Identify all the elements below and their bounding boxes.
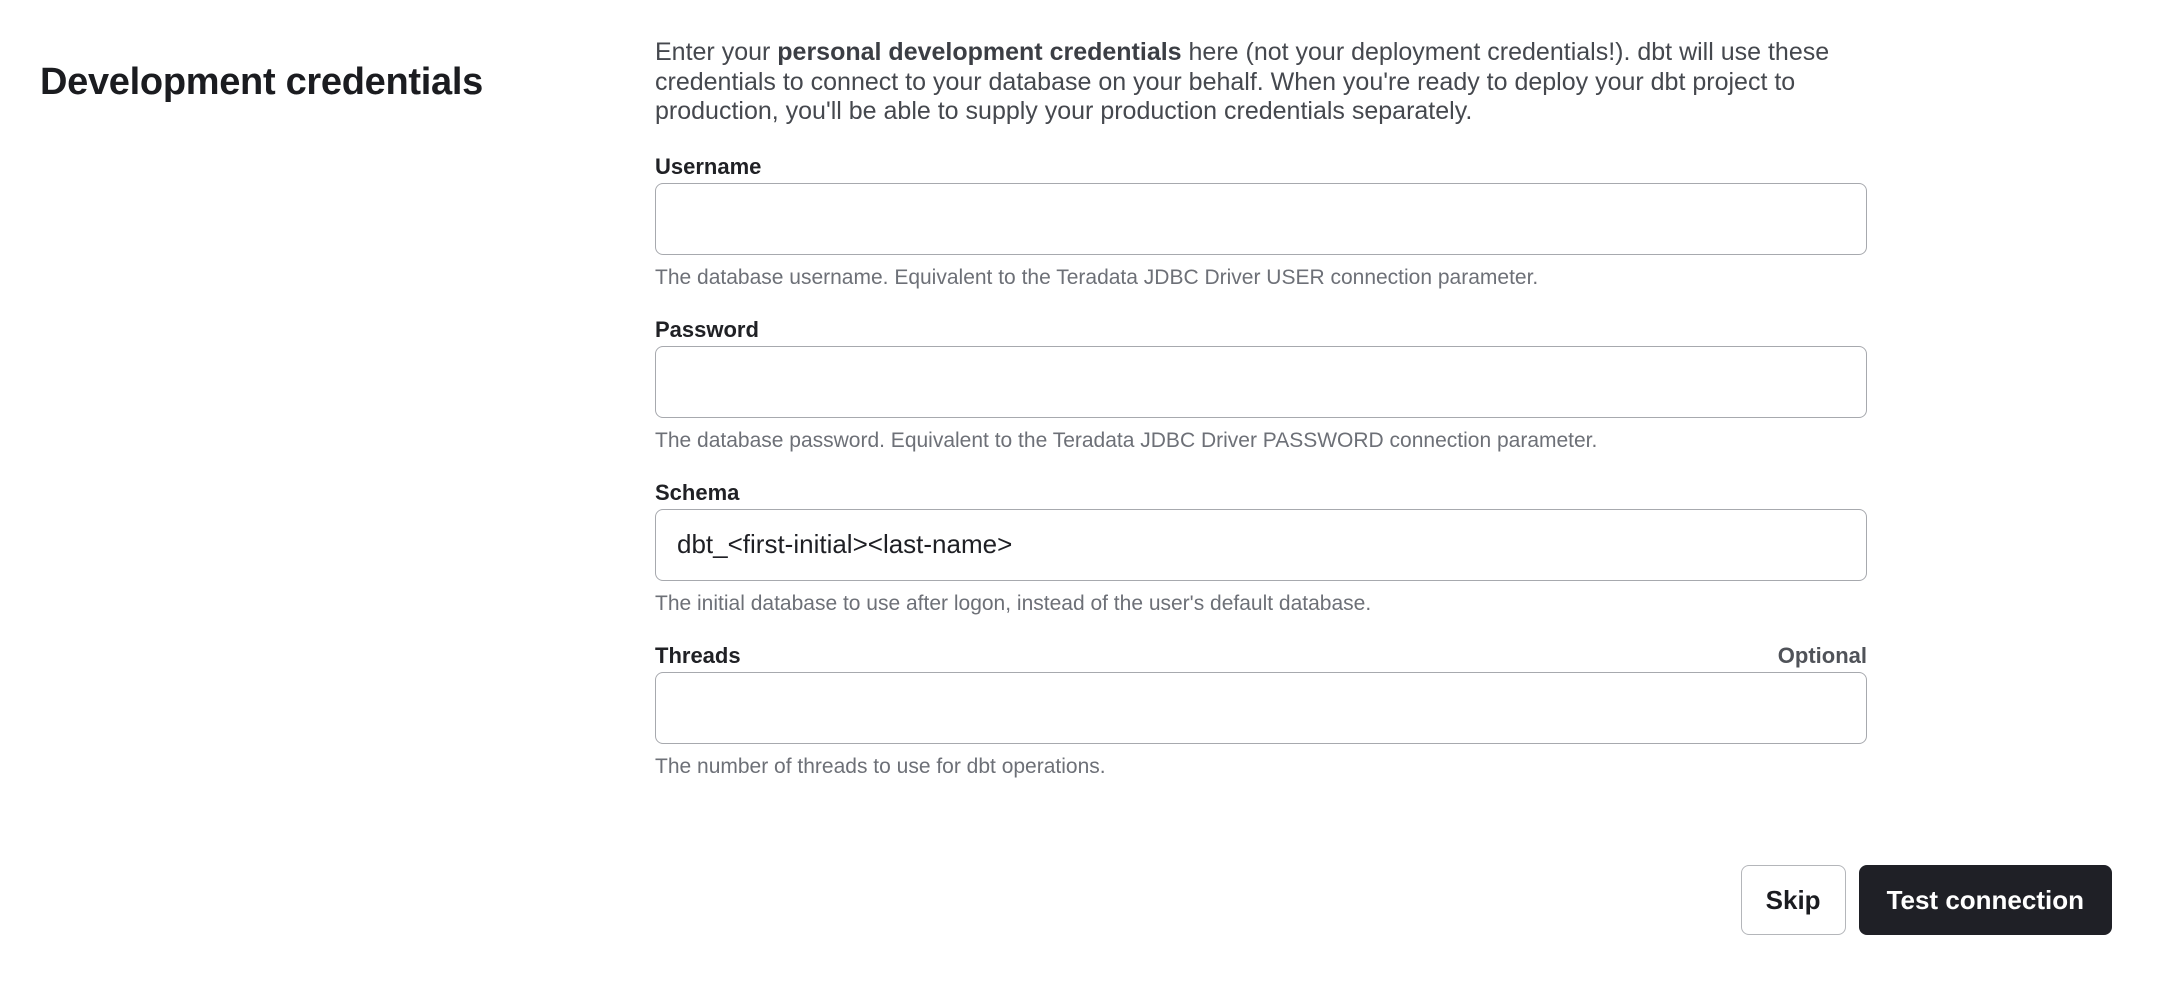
password-label: Password — [655, 316, 759, 342]
skip-button[interactable]: Skip — [1741, 865, 1846, 935]
password-label-row — [655, 318, 1867, 341]
test-connection-button[interactable]: Test connection — [1859, 865, 2112, 935]
intro-line3: production, you'll be able to supply your production credentials separately. — [655, 97, 1473, 125]
threads-label: Threads — [655, 642, 741, 668]
schema-label-row — [655, 481, 1867, 504]
credentials-form — [655, 38, 1867, 807]
threads-input[interactable] — [655, 672, 1867, 744]
schema-input[interactable] — [655, 509, 1867, 581]
username-field-group — [655, 155, 1867, 289]
schema-field-group — [655, 481, 1867, 615]
schema-helper: The initial database to use after logon, instead of the user's default database. — [655, 591, 1372, 615]
intro-text — [655, 38, 1867, 127]
page-title: Development credentials — [40, 61, 483, 104]
schema-label: Schema — [655, 479, 740, 505]
intro-pre: Enter your — [655, 38, 778, 66]
threads-helper: The number of threads to use for dbt operations. — [655, 754, 1106, 778]
threads-optional-badge: Optional — [1777, 642, 1867, 668]
intro-line2: credentials to connect to your database on your behalf. When you're ready to deploy your dbt project to — [655, 67, 1796, 96]
password-input[interactable] — [655, 346, 1867, 418]
username-input[interactable] — [655, 183, 1867, 255]
intro-bold: personal development credentials — [777, 38, 1182, 66]
password-helper: The database password. Equivalent to the Teradata JDBC Driver PASSWORD connection parameter. — [655, 428, 1598, 452]
threads-field-group — [655, 644, 1867, 778]
username-label-row — [655, 155, 1867, 178]
threads-label-row — [655, 644, 1867, 667]
form-actions — [1741, 865, 2112, 935]
intro-line1-rest: here (not your deployment credentials!). dbt will use these — [1181, 38, 1830, 66]
username-label: Username — [655, 153, 762, 179]
username-helper: The database username. Equivalent to the Teradata JDBC Driver USER connection parameter. — [655, 265, 1539, 289]
password-field-group — [655, 318, 1867, 452]
